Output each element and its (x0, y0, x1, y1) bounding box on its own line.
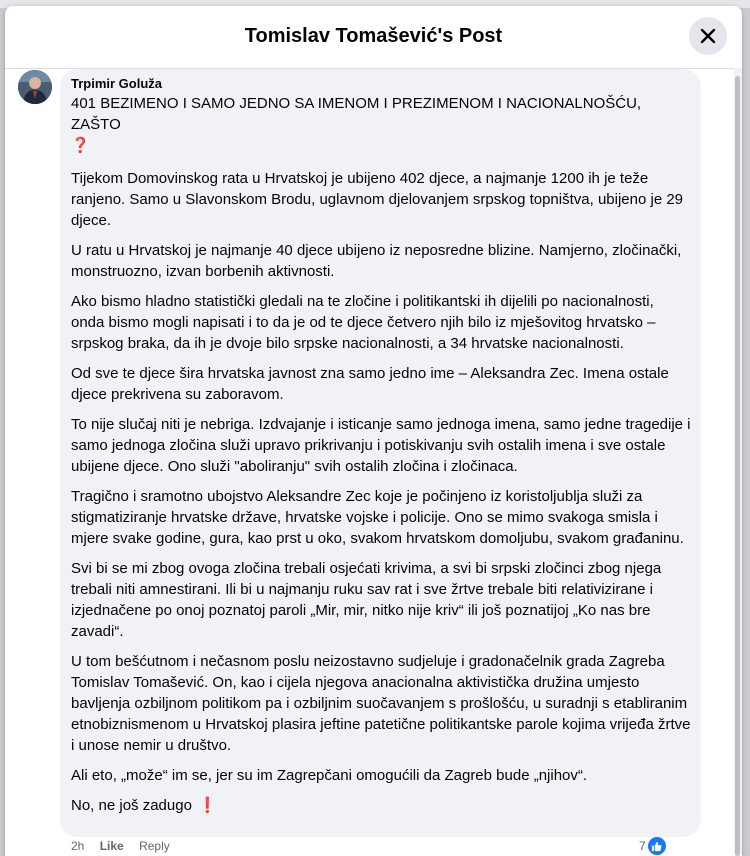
comment-headline-text: 401 BEZIMENO I SAMO JEDNO SA IMENOM I PREZIMENOM I NACIONALNOŠĆU, ZAŠTO (71, 95, 642, 133)
comment-bubble (60, 69, 701, 837)
avatar[interactable] (18, 70, 52, 104)
comment-body (71, 93, 691, 825)
thumbs-up-icon (648, 837, 666, 855)
comment-paragraph: U ratu u Hrvatskoj je najmanje 40 djece ubijeno iz neposredne blizine. Namjerno, zločinački, monstruozno, izvan borbenih aktivnosti. (71, 242, 682, 280)
exclamation-emoji: ❗ (198, 797, 217, 814)
comment-paragraph: Tijekom Domovinskog rata u Hrvatskoj je ubijeno 402 djece, a najmanje 1200 ih je teže ranjeno. Samo u Slavonskom Brodu, uglavnom djelovanjem srpskog topništva, ubijeno je 29 djece. (71, 170, 684, 229)
comment-paragraph: Tragično i sramotno ubojstvo Aleksandre Zec koje je počinjeno iz koristoljublja služi za stigmatiziranje hrvatske države, hrvatske vojske i policije. Ono se mimo svakoga smisla i mjere svake godine, gura, kao prst u oko, svakom hrvatskom domoljubu, svakom građaninu. (71, 488, 684, 547)
reaction-summary[interactable] (639, 837, 666, 855)
comment-headline (71, 93, 691, 156)
close-button[interactable] (689, 17, 727, 55)
comment-paragraph: Svi bi se mi zbog ovoga zločina trebali osjećati krivima, a svi bi srpski zločinci zbog njega trebali niti amnestirani. Ili bi u najmanju ruku sav rat i sve žrtve trebale biti relativizirane i izjednačene po onoj poznatoj paroli „Mir, mir, nitko nije kriv“ ili još poznatijoj „Ko nas bre zavadi“. (71, 560, 662, 640)
comment-actions (71, 839, 182, 853)
post-dialog (5, 6, 742, 856)
comment-paragraph: Od sve te djece šira hrvatska javnost zna samo jedno ime – Aleksandra Zec. Imena ostale djece prekrivena su zaboravom. (71, 365, 669, 403)
scrollbar-thumb[interactable] (735, 76, 740, 856)
reply-button[interactable]: Reply (139, 839, 170, 853)
comment-timestamp[interactable]: 2h (71, 839, 85, 853)
question-mark-emoji: ❓ (71, 137, 90, 154)
comment-paragraph: Ali eto, „može“ im se, jer su im Zagrepčani omogućili da Zagreb bude „njihov“. (71, 767, 588, 784)
like-button[interactable]: Like (99, 839, 124, 853)
comment-author[interactable]: Trpimir Goluža (71, 76, 163, 91)
comment-paragraph: U tom bešćutnom i nečasnom poslu neizostavno sudjeluje i gradonačelnik grada Zagreba Tomislav Tomašević. On, kao i cijela njegova anacionalna aktivistička družina umjesto bavljenja ozbiljnom politikom pa i ozbiljnim suočavanjem s prošlošću, u suradnji s etabliranim etnobiznismenom u Hrvatskoj plasira jeftine patetične politikantske parole kojima vrijeđa žrtve i unose nemir u društvo. (71, 653, 691, 754)
comment-closing (71, 795, 691, 816)
comment-paragraph: To nije slučaj niti je nebriga. Izdvajanje i isticanje samo jednoga imena, samo jedne tragedije i samo jednoga zločina služi upravo prikrivanju i potiskivanju svih ostalih imena i sve ostale ubijene djece. Ono služi "aboliranju" svih ostalih zločina i zločinaca. (71, 416, 691, 475)
dialog-title: Tomislav Tomašević's Post (244, 25, 503, 47)
comment-paragraph: Ako bismo hladno statistički gledali na te zločine i politikantski ih dijelili po nacionalnosti, onda bismo mogli napisati i to da je od te djece četvero njih bilo iz mješovitog hrvatsko – srpskog braka, da ih je dvoje bilo srpske nacionalnosti, a 34 hrvatske nacionalnosti. (71, 293, 656, 352)
comment-closing-text: No, ne još zadugo (71, 797, 192, 814)
reaction-count: 7 (639, 839, 646, 853)
dialog-header (5, 6, 742, 69)
close-icon (700, 28, 716, 44)
